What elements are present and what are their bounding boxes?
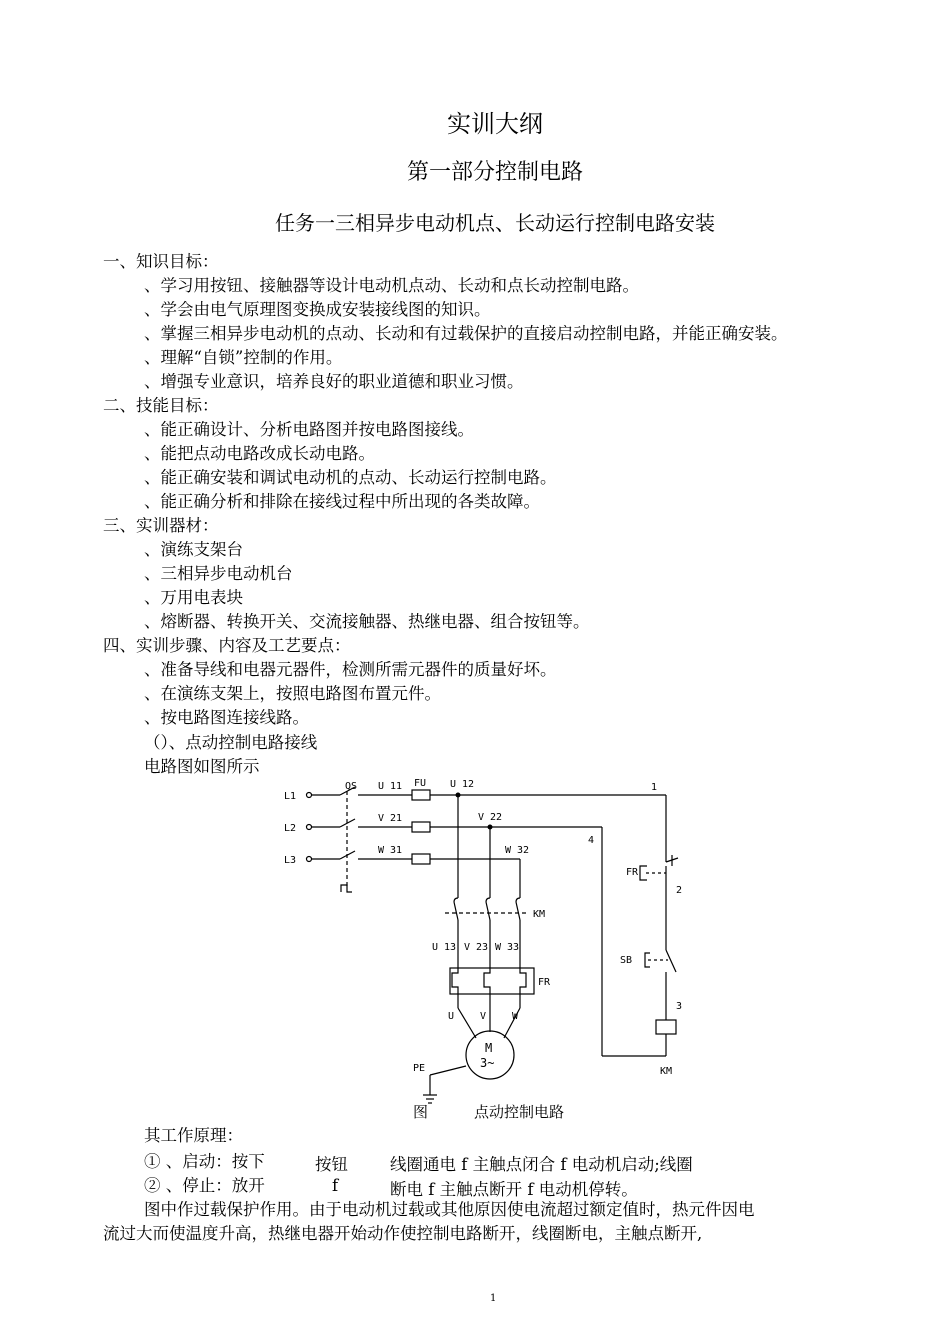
paragraph-line: 图中作过载保护作用。由于电动机过载或其他原因使电流超过额定值时，热元件因电 [144, 1200, 755, 1219]
label-node-1: 1 [651, 782, 658, 793]
label-motor-3: 3~ [480, 1056, 495, 1070]
principle-start-a: ① 、启动：按下 [144, 1152, 265, 1171]
list-item: 、准备导线和电器元器件，检测所需元器件的质量好坏。 [144, 660, 557, 679]
label-fr-heater: FR [538, 977, 551, 988]
label-node-4: 4 [588, 835, 595, 846]
list-item: 电路图如图所示 [144, 757, 260, 776]
km-main-contacts [445, 898, 527, 920]
label-u11: U 11 [378, 781, 403, 792]
list-item: 、学习用按钮、接触器等设计电动机点动、长动和点长动控制电路。 [144, 276, 639, 295]
list-item: 、演练支架台 [144, 540, 243, 559]
list-item: 、学会由电气原理图变换成安装接线图的知识。 [144, 300, 491, 319]
page-number: 1 [490, 1293, 497, 1304]
paragraph-line: 流过大而使温度升高，热继电器开始动作使控制电路断开，线圈断电，主触点断开, [103, 1224, 703, 1243]
label-motor-m: M [485, 1041, 493, 1055]
qs-switch [340, 787, 355, 892]
label-w: W [512, 1011, 519, 1022]
terminal-l1 [307, 793, 312, 798]
km-coil [656, 1020, 676, 1034]
label-km-coil: KM [660, 1066, 673, 1077]
document-title: 实训大纲 [447, 110, 543, 138]
list-item: 、万用电表块 [144, 588, 243, 607]
label-v23: V 23 [464, 942, 489, 953]
principle-stop-c: 断电 f 主触点断开 f 电动机停转。 [390, 1180, 638, 1199]
figure-caption: 点动控制电路 [474, 1103, 565, 1121]
label-node-2: 2 [676, 885, 683, 896]
figure-label: 图 [413, 1103, 429, 1121]
label-v22: V 22 [478, 812, 503, 823]
label-sb: SB [620, 955, 633, 966]
list-item: 、在演练支架上，按照电路图布置元件。 [144, 684, 441, 703]
principle-heading: 其工作原理： [144, 1126, 243, 1145]
principle-stop-a: ② 、停止：放开 [144, 1176, 265, 1195]
principle-stop-b: f [332, 1176, 339, 1195]
label-node-3: 3 [676, 1001, 683, 1012]
list-item: 、能正确设计、分析电路图并按电路图接线。 [144, 420, 474, 439]
fr-thermal-elements [450, 968, 534, 994]
part-title: 第一部分控制电路 [406, 160, 583, 185]
section-heading-equipment: 三、实训器材： [103, 516, 219, 535]
list-item: 、能正确分析和排除在接线过程中所出现的各类故障。 [144, 492, 540, 511]
label-fr-contact: FR [626, 867, 639, 878]
list-item: 、增强专业意识，培养良好的职业道德和职业习惯。 [144, 372, 524, 391]
label-w33: W 33 [495, 942, 520, 953]
label-v: V [480, 1011, 487, 1022]
section-heading-knowledge: 一、知识目标： [103, 252, 219, 271]
list-item: 、理解“自锁”控制的作用。 [144, 348, 343, 367]
ground-pe [423, 1066, 466, 1103]
sb-button [645, 950, 676, 972]
label-l2: L2 [284, 823, 297, 834]
list-item: 、熔断器、转换开关、交流接触器、热继电器、组合按钮等。 [144, 612, 590, 631]
label-fu: FU [414, 778, 427, 789]
principle-start-b: 按钮 [315, 1155, 348, 1174]
label-pe: PE [413, 1063, 426, 1074]
list-item: 、三相异步电动机台 [144, 564, 293, 583]
principle-start-c: 线圈通电 f 主触点闭合 f 电动机启动;线圈 [390, 1155, 693, 1174]
fuse-v [412, 822, 430, 832]
label-km-main: KM [533, 909, 546, 920]
fuse-u [412, 790, 430, 800]
list-item: 、按电路图连接线路。 [144, 708, 309, 727]
fuse-w [412, 854, 430, 864]
terminal-l3 [307, 857, 312, 862]
label-u12: U 12 [450, 779, 475, 790]
terminal-l2 [307, 825, 312, 830]
label-qs: QS [345, 781, 358, 792]
label-w31: W 31 [378, 845, 403, 856]
list-item: 、能把点动电路改成长动电路。 [144, 444, 375, 463]
list-item: （）、点动控制电路接线 [144, 733, 318, 752]
list-item: 、能正确安装和调试电动机的点动、长动运行控制电路。 [144, 468, 557, 487]
section-heading-steps: 四、实训步骤、内容及工艺要点： [103, 636, 351, 655]
task-title: 任务一三相异步电动机点、长动运行控制电路安装 [275, 211, 715, 235]
label-l3: L3 [284, 855, 297, 866]
label-v21: V 21 [378, 813, 403, 824]
list-item: 、掌握三相异步电动机的点动、长动和有过载保护的直接启动控制电路，并能正确安装。 [144, 324, 788, 343]
label-w32: W 32 [505, 845, 530, 856]
fr-nc-contact [640, 855, 678, 882]
section-heading-skills: 二、技能目标： [103, 396, 219, 415]
label-u13: U 13 [432, 942, 457, 953]
label-u: U [448, 1011, 455, 1022]
motor [466, 1031, 514, 1079]
label-l1: L1 [284, 791, 297, 802]
